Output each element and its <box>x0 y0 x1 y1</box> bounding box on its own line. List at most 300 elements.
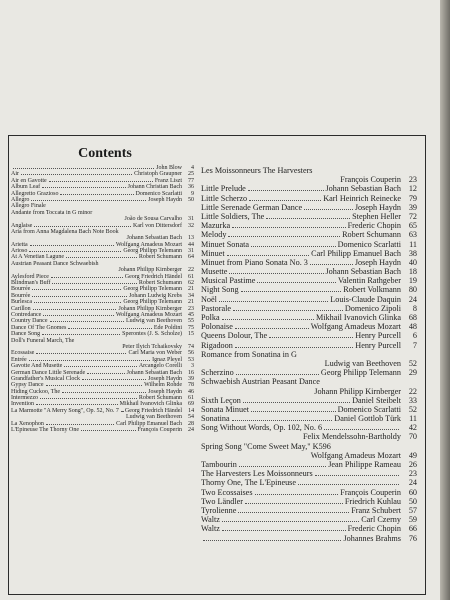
piece-title: Waltz <box>201 524 220 534</box>
piece-title: Austrian Peasant Dance Schwaebish <box>11 260 99 267</box>
piece-title: Minuet from Piano Sonata No. 3 <box>201 257 308 267</box>
contents-composer-line <box>201 175 417 184</box>
composer-name: Domenico Scarlatti <box>135 190 182 197</box>
contents-entry <box>201 304 417 313</box>
composer-name: Wilhelm Rohde <box>144 382 182 389</box>
dot-leader <box>40 398 137 399</box>
dot-leader <box>324 429 399 430</box>
contents-entry <box>201 488 417 497</box>
dot-leader <box>21 174 132 175</box>
page-number: 57 <box>408 505 417 515</box>
piece-title: Musical Pastime <box>201 276 256 286</box>
contents-entry <box>201 276 417 285</box>
piece-title: Anglaise <box>11 222 33 229</box>
piece-title: Polonaise <box>201 322 233 332</box>
dot-leader <box>60 194 133 195</box>
composer-name: Friedrich Kuhlau <box>344 496 401 506</box>
contents-entry <box>201 184 417 193</box>
piece-title: Ecossaise <box>11 350 35 357</box>
composer-name: François Couperin <box>340 487 401 497</box>
piece-title: Two Ecossaises <box>201 487 253 497</box>
page-number: 50 <box>188 196 194 203</box>
contents-entry <box>201 203 417 212</box>
page-number: 48 <box>408 322 417 332</box>
contents-entry <box>201 331 417 340</box>
composer-name: Ludwig van Beethoven <box>126 318 182 325</box>
dot-leader <box>51 277 123 278</box>
piece-title: Scherzino <box>201 368 234 378</box>
page-number: 19 <box>408 276 417 286</box>
dot-leader <box>82 379 146 380</box>
page-number: 28 <box>188 420 194 427</box>
piece-title: Minuet Sonata <box>201 239 249 249</box>
page-number: 15 <box>188 331 194 338</box>
piece-title: Burlesca <box>11 299 32 306</box>
page-number: 11 <box>409 239 417 249</box>
piece-title: Country Dance <box>11 318 48 325</box>
composer-name: Carl Maria von Weber <box>128 350 182 357</box>
piece-title: German Dance Little Serenade <box>11 369 86 376</box>
dot-leader <box>66 257 137 258</box>
dot-leader <box>42 334 120 335</box>
page-number: 36 <box>188 184 194 191</box>
dot-leader <box>251 246 336 247</box>
page-number: 13 <box>188 235 194 242</box>
piece-title: La Xenophon <box>11 420 44 427</box>
composer-name: Karl Heinrich Reinecke <box>323 193 401 203</box>
piece-title: Melody <box>201 230 227 240</box>
piece-title: Little Serenade German Dance <box>201 202 303 212</box>
composer-name: Georg Philipp Telemann <box>123 286 182 293</box>
dot-leader <box>52 283 136 284</box>
composer-name: Ignaz Pleyel <box>152 356 182 363</box>
contents-entry <box>201 414 417 423</box>
dot-leader <box>62 392 146 393</box>
dot-leader <box>50 321 125 322</box>
composer-name: Johann Sebastian Bach <box>126 369 182 376</box>
dot-leader <box>36 353 126 354</box>
page-number: 23 <box>408 469 417 479</box>
page-number: 74 <box>188 343 194 350</box>
piece-title: La Marmotte "A Merry Song", Op. 52, No. 7 <box>11 407 119 414</box>
piece-title: Hiding Cuckoo, The <box>11 388 61 395</box>
dot-leader <box>315 475 399 476</box>
piece-title: Aylesford Piece <box>11 273 49 280</box>
dot-leader <box>310 264 353 265</box>
composer-name: Robert Schumann <box>138 254 182 261</box>
piece-title: Invention <box>11 401 34 408</box>
page-number: 77 <box>188 177 194 184</box>
piece-title: Aria from Anna Magdalena Bach Note Book <box>11 228 119 235</box>
piece-title: Gypsy Dance <box>11 382 44 389</box>
composer-name: Daniel Gottlob Türk <box>334 414 401 424</box>
page-number: 42 <box>408 423 417 433</box>
composer-name: Mikhail Ivanovich Glinka <box>119 401 182 408</box>
dot-leader <box>30 245 114 246</box>
contents-left-column <box>11 165 194 433</box>
composer-name: Robert Schumann <box>138 280 182 287</box>
contents-entry <box>201 194 417 203</box>
page-number: 46 <box>188 388 194 395</box>
page-number: 11 <box>409 414 417 424</box>
composer-name: Wolfgang Amadeus Mozart <box>115 241 182 248</box>
page-number: 75 <box>188 324 194 331</box>
dot-leader <box>46 424 114 425</box>
page-number: 3 <box>191 363 194 370</box>
dot-leader <box>269 337 353 338</box>
page-number: 55 <box>188 318 194 325</box>
page-number: 25 <box>188 171 194 178</box>
dot-leader <box>33 309 117 310</box>
piece-title: Arietta <box>11 241 28 248</box>
contents-entry <box>201 396 417 405</box>
composer-name: Wolfgang Amadeus Mozart <box>310 450 401 460</box>
composer-name: Wolfgang Amadeus Mozart <box>310 322 401 332</box>
composer-name: Henry Purcell <box>355 340 401 350</box>
composer-name: Johann Ludwig Krebs <box>129 292 182 299</box>
page-number: 21 <box>188 286 194 293</box>
composer-name: Johann Philipp Kirnberger <box>314 386 401 396</box>
dot-leader <box>222 521 359 522</box>
dot-leader <box>64 366 137 367</box>
page-number: 68 <box>408 313 417 322</box>
piece-title: Night Song <box>201 285 239 295</box>
composer-name: Peter Ilyich Tchaikovsky <box>122 343 182 350</box>
contents-entry <box>11 427 194 433</box>
page-number: 80 <box>408 285 417 295</box>
composer-name: Franz Schubert <box>351 505 401 515</box>
dot-leader <box>49 181 153 182</box>
composer-name: Carl Philipp Emanuel Bach <box>311 248 401 258</box>
page-number: 31 <box>188 216 194 223</box>
dot-leader <box>243 402 350 403</box>
page-number: 8 <box>412 303 417 313</box>
page-number: 69 <box>188 401 194 408</box>
composer-name: Arcangelo Corelli <box>138 363 182 370</box>
page-number: 62 <box>188 280 194 287</box>
piece-title: Tambourin <box>201 460 237 469</box>
dot-leader <box>235 328 309 329</box>
page-number: 32 <box>188 222 194 229</box>
composer-name: John Blow <box>156 165 182 171</box>
contents-entry <box>201 534 417 543</box>
composer-name: Johann Sebastian Bach <box>325 184 401 194</box>
dot-leader <box>245 503 343 504</box>
dot-leader <box>238 512 349 513</box>
page-title: Contents <box>78 146 132 161</box>
composer-name: Georg Philipp Telemann <box>123 248 182 255</box>
book-spine <box>440 0 450 600</box>
dot-leader <box>255 494 339 495</box>
page-number: 60 <box>408 487 417 497</box>
dot-leader <box>29 360 151 361</box>
piece-title: Allegretto Grazioso <box>11 190 59 197</box>
piece-title: Les Moissonneurs The Harvesters <box>201 166 313 175</box>
page-number: 4 <box>191 165 194 171</box>
piece-title: Bourrée <box>11 286 31 293</box>
composer-name: Joseph Haydn <box>354 257 401 267</box>
composer-name: Johann Philipp Kirnberger <box>118 305 182 312</box>
composer-name: Carl Czerny <box>361 515 401 525</box>
composer-name: Ede Poldini <box>153 324 182 331</box>
piece-title: Gavotte And Musette <box>11 363 63 370</box>
piece-title: Blindman's Buff <box>11 280 51 287</box>
composer-name: Joseph Haydn <box>148 375 182 382</box>
piece-title: Allegro Finale <box>11 203 46 210</box>
dot-leader <box>232 420 333 421</box>
piece-title: Bourrée <box>11 292 31 299</box>
page-number: 34 <box>188 292 194 299</box>
piece-title: Sixth Leçon <box>201 395 241 405</box>
page-number: 56 <box>188 350 194 357</box>
composer-name: Joseph Haydn <box>148 388 182 395</box>
page-number: 38 <box>408 248 417 258</box>
piece-title: Arioso <box>11 248 28 255</box>
dot-leader <box>42 187 126 188</box>
piece-title: Waltz <box>201 515 220 525</box>
piece-title: Sonata Minuet <box>201 404 249 414</box>
piece-title: Carillon <box>11 305 31 312</box>
dot-leader <box>219 301 328 302</box>
piece-title: L'Epineuse The Thorny One <box>11 427 80 434</box>
page-number: 6 <box>412 331 417 341</box>
composer-name: Domenico Scarlatti <box>337 239 401 249</box>
piece-title: At A Venetian Lagune <box>11 254 65 261</box>
contents-entry <box>201 322 417 331</box>
composer-name: Georg Philipp Telemann <box>320 368 401 378</box>
contents-entry <box>201 405 417 414</box>
contents-entry <box>201 166 417 175</box>
contents-entry <box>201 497 417 506</box>
piece-title: Grandfather's Musical Clock <box>11 375 81 382</box>
dot-leader <box>248 190 324 191</box>
page-number: 12 <box>408 184 417 194</box>
contents-right-column <box>201 166 417 543</box>
composer-name: Valentin Rathgeber <box>338 276 401 286</box>
page-number: 78 <box>188 382 194 389</box>
dot-leader <box>46 385 143 386</box>
dot-leader <box>241 291 342 292</box>
composer-name: François Couperin <box>340 175 401 185</box>
composer-name: Johann Philipp Kirnberger <box>118 267 182 274</box>
dot-leader <box>298 484 399 485</box>
page-number: 52 <box>408 358 417 368</box>
composer-name: Christoph Graupner <box>134 171 182 178</box>
dot-leader <box>249 200 321 201</box>
piece-title: Polka <box>201 313 220 322</box>
page-number: 24 <box>188 427 194 434</box>
page-number: 70 <box>408 432 417 442</box>
dot-leader <box>34 302 121 303</box>
piece-title: Little Scherzo <box>201 193 248 203</box>
composer-name: Georg Friedrich Händel <box>124 407 183 414</box>
dot-leader <box>233 310 343 311</box>
composer-name: Robert Schumann <box>138 395 182 402</box>
piece-title: Song Without Words, Op. 102, No. 6 <box>201 423 323 433</box>
contents-entry <box>201 212 417 221</box>
page-number: 79 <box>408 193 417 203</box>
dot-leader <box>34 226 131 227</box>
piece-title: Doll's Funeral March, The <box>11 337 75 344</box>
composer-name: João de Sousa Carvalho <box>124 216 182 223</box>
piece-title: Pastorale <box>201 303 232 313</box>
page-number: 39 <box>408 202 417 212</box>
piece-title: Tyrolienne <box>201 505 237 515</box>
piece-title: Air <box>11 171 19 178</box>
piece-title: Minuet <box>201 248 225 258</box>
page-number: 76 <box>408 533 417 543</box>
page-number: 24 <box>408 294 417 304</box>
dot-leader <box>266 218 350 219</box>
dot-leader <box>36 404 118 405</box>
composer-name: Frederic Chopin <box>347 221 401 231</box>
piece-title: Album Leaf <box>11 184 41 191</box>
contents-entry <box>201 221 417 230</box>
composer-name: Robert Volkmann <box>343 285 401 295</box>
composer-name: Felix Mendelssohn-Bartholdy <box>302 432 401 442</box>
composer-name: Sperontes (J. S. Scholze) <box>122 331 182 338</box>
dot-leader <box>239 466 326 467</box>
dot-leader <box>32 289 121 290</box>
contents-entry <box>201 368 417 377</box>
contents-entry <box>201 478 417 487</box>
contents-entry <box>201 350 417 359</box>
composer-name: Franz Liszt <box>154 177 182 184</box>
piece-title: Air en Gavotte <box>11 177 47 184</box>
composer-name: Carl Philipp Emanuel Bach <box>116 420 182 427</box>
page-number: 53 <box>188 356 194 363</box>
contents-entry <box>201 377 417 386</box>
piece-title: Noël <box>201 294 217 304</box>
page-number: 26 <box>408 460 417 469</box>
composer-name: Daniel Steibelt <box>352 395 401 405</box>
piece-title: Dance Of The Gnomes <box>11 324 67 331</box>
page-number: 45 <box>188 311 194 318</box>
contents-entry <box>201 249 417 258</box>
composer-name: Domenico Scarlatti <box>337 404 401 414</box>
dot-leader <box>81 430 135 431</box>
dot-leader <box>304 209 353 210</box>
piece-title: Intermezzo <box>11 395 38 402</box>
dot-leader <box>32 296 127 297</box>
dot-leader <box>13 168 154 169</box>
contents-entry <box>201 258 417 267</box>
composer-name: Robert Schumann <box>342 230 401 240</box>
piece-title: The Harvesters Les Moissonneurs <box>201 469 313 479</box>
contents-entry <box>201 267 417 276</box>
dot-leader <box>43 315 114 316</box>
contents-entry <box>201 515 417 524</box>
page-number: 59 <box>408 515 417 525</box>
composer-name: Joseph Haydn <box>354 202 401 212</box>
page-number: 64 <box>188 254 194 261</box>
dot-leader <box>232 227 345 228</box>
page-number: 52 <box>408 404 417 414</box>
contents-entry <box>201 230 417 239</box>
composer-name: Stephen Heller <box>352 211 401 221</box>
page-number: 18 <box>408 267 417 277</box>
piece-title: Mazurka <box>201 221 231 231</box>
piece-title: Dance Song <box>11 331 41 338</box>
piece-title: Rigadoon <box>201 340 233 350</box>
composer-name: Wolfgang Amadeus Mozart <box>115 311 182 318</box>
piece-title: Schwaebish Austrian Peasant Dance <box>201 377 320 387</box>
page-number: 65 <box>408 221 417 231</box>
composer-name: Georg Philipp Telemann <box>123 299 182 306</box>
page-number: 54 <box>188 414 194 421</box>
page-number: 61 <box>188 395 194 402</box>
page-number: 49 <box>408 450 417 460</box>
page-number: 22 <box>408 386 417 396</box>
piece-title: Little Soldiers, The <box>201 211 265 221</box>
dot-leader <box>257 282 336 283</box>
composer-name: Johannes Brahms <box>343 533 401 543</box>
dot-leader <box>228 236 340 237</box>
composer-name: Georg Friedrich Händel <box>124 273 182 280</box>
contents-entry <box>201 313 417 322</box>
dot-leader <box>236 374 319 375</box>
page-number: 40 <box>408 257 417 267</box>
composer-name: Henry Purcell <box>355 331 401 341</box>
page-number: 44 <box>188 241 194 248</box>
page-number: 16 <box>188 369 194 376</box>
piece-title: Entrée <box>11 356 27 363</box>
contents-composer-line <box>201 387 417 396</box>
composer-name: Johann Sebastian Bach <box>325 267 401 277</box>
dot-leader <box>222 319 314 320</box>
contents-composer-line <box>201 451 417 460</box>
piece-title: Queens Dolour, The <box>201 331 268 341</box>
composer-name: Joseph Haydn <box>148 196 182 203</box>
dot-leader <box>87 373 125 374</box>
page-number: 29 <box>408 368 417 378</box>
contents-entry <box>201 423 417 432</box>
page-number: 23 <box>188 305 194 312</box>
composer-name: Johann Christian Bach <box>127 184 182 191</box>
page-number: 14 <box>188 407 195 414</box>
page-number: 31 <box>188 248 194 255</box>
piece-title: Thorny One, The L'Epineuse <box>201 478 296 488</box>
dot-leader <box>227 255 310 256</box>
page-number: 61 <box>188 273 194 280</box>
composer-name: Jean Philippe Rameau <box>328 460 401 469</box>
dot-leader <box>251 411 336 412</box>
page-number: 21 <box>188 299 194 306</box>
page-number: 63 <box>408 230 417 240</box>
dot-leader <box>222 530 346 531</box>
contents-entry <box>201 295 417 304</box>
contents-entry <box>201 341 417 350</box>
contents-entry <box>201 460 417 469</box>
piece-title: Sonatina <box>201 414 230 424</box>
piece-title: Contredance <box>11 311 42 318</box>
page-number: 23 <box>408 175 417 185</box>
piece-title: Romance from Sonatina in G <box>201 349 297 359</box>
dot-leader <box>235 347 353 348</box>
composer-name: Ludwig van Beethoven <box>126 414 182 421</box>
piece-title: Andante from Toccata in G minor <box>11 209 93 216</box>
dot-leader <box>229 273 323 274</box>
piece-title: Allegro <box>11 196 30 203</box>
dot-leader <box>68 328 151 329</box>
dot-leader <box>31 200 146 201</box>
piece-title: Little Prelude <box>201 184 246 194</box>
contents-entry <box>201 285 417 294</box>
composer-name: Johann Sebastian Bach <box>126 235 182 242</box>
composer-name: Domenico Zipoli <box>344 303 401 313</box>
page-number: 39 <box>188 375 194 382</box>
composer-name: François Couperin <box>137 427 182 434</box>
